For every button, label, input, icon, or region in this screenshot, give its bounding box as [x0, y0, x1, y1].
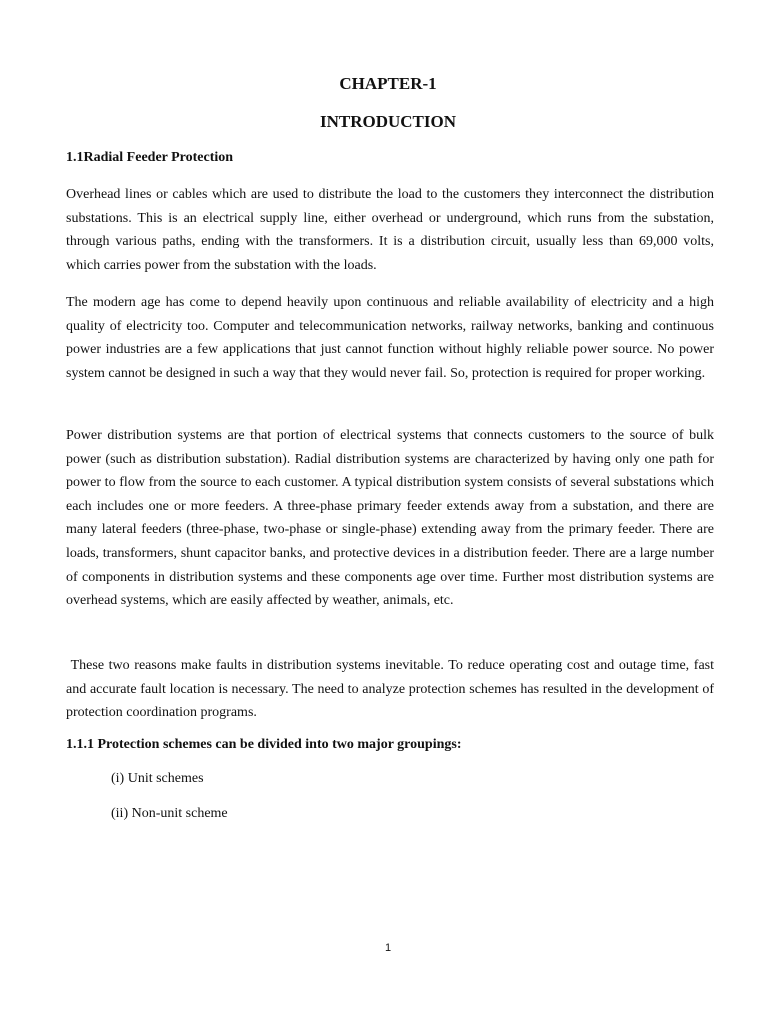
- chapter-title: CHAPTER-1: [339, 74, 437, 93]
- paragraph-2: The modern age has come to depend heavily upon continuous and reliable availability of electricity and a high quality of electricity too. Computer and telecommunication networks, railway networks, banking and continuous power industries are a few applications that just cannot function without highly reliable power source. No power system cannot be designed in such a way that they would never fail. So, protection is required for proper working.: [66, 295, 714, 381]
- paragraph-1: Overhead lines or cables which are used to distribute the load to the customers they interconnect the distribution substations. This is an electrical supply line, either overhead or underground, which runs from the substation, through various paths, ending with the transformers. It is a distribution circuit, usually less than 69,000 volts, which carries power from the substation with the loads.: [66, 187, 714, 273]
- page-number: 1: [384, 942, 392, 954]
- main-title: INTRODUCTION: [319, 112, 457, 131]
- paragraph-4: These two reasons make faults in distribution systems inevitable. To reduce operating cost and outage time, fast and accurate fault location is necessary. The need to analyze protection schemes has resulted in the development of protection coordination programs.: [66, 658, 718, 721]
- section-heading: 1.1Radial Feeder Protection: [66, 150, 234, 165]
- paragraph-3: Power distribution systems are that portion of electrical systems that connects customers to the source of bulk power (such as distribution substation). Radial distribution systems are characterized by having only one path for power to flow from the source to each customer. A typical distribution system consists of several substations which each includes one or more feeders. A three-phase primary feeder extends away from a substation, and there are many lateral feeders (three-phase, two-phase or single-phase) extending away from the primary feeder. There are loads, transformers, shunt capacitor banks, and protective devices in a distribution feeder. There are a large number of components in distribution systems and these components age over time. Further most distribution systems are overhead systems, which are easily affected by weather, animals, etc.: [66, 428, 714, 609]
- subsection-heading: 1.1.1 Protection schemes can be divided into two major groupings:: [66, 737, 462, 752]
- list-item-unit-schemes: (i) Unit schemes: [111, 771, 204, 786]
- list-item-non-unit-scheme: (ii) Non-unit scheme: [111, 806, 228, 821]
